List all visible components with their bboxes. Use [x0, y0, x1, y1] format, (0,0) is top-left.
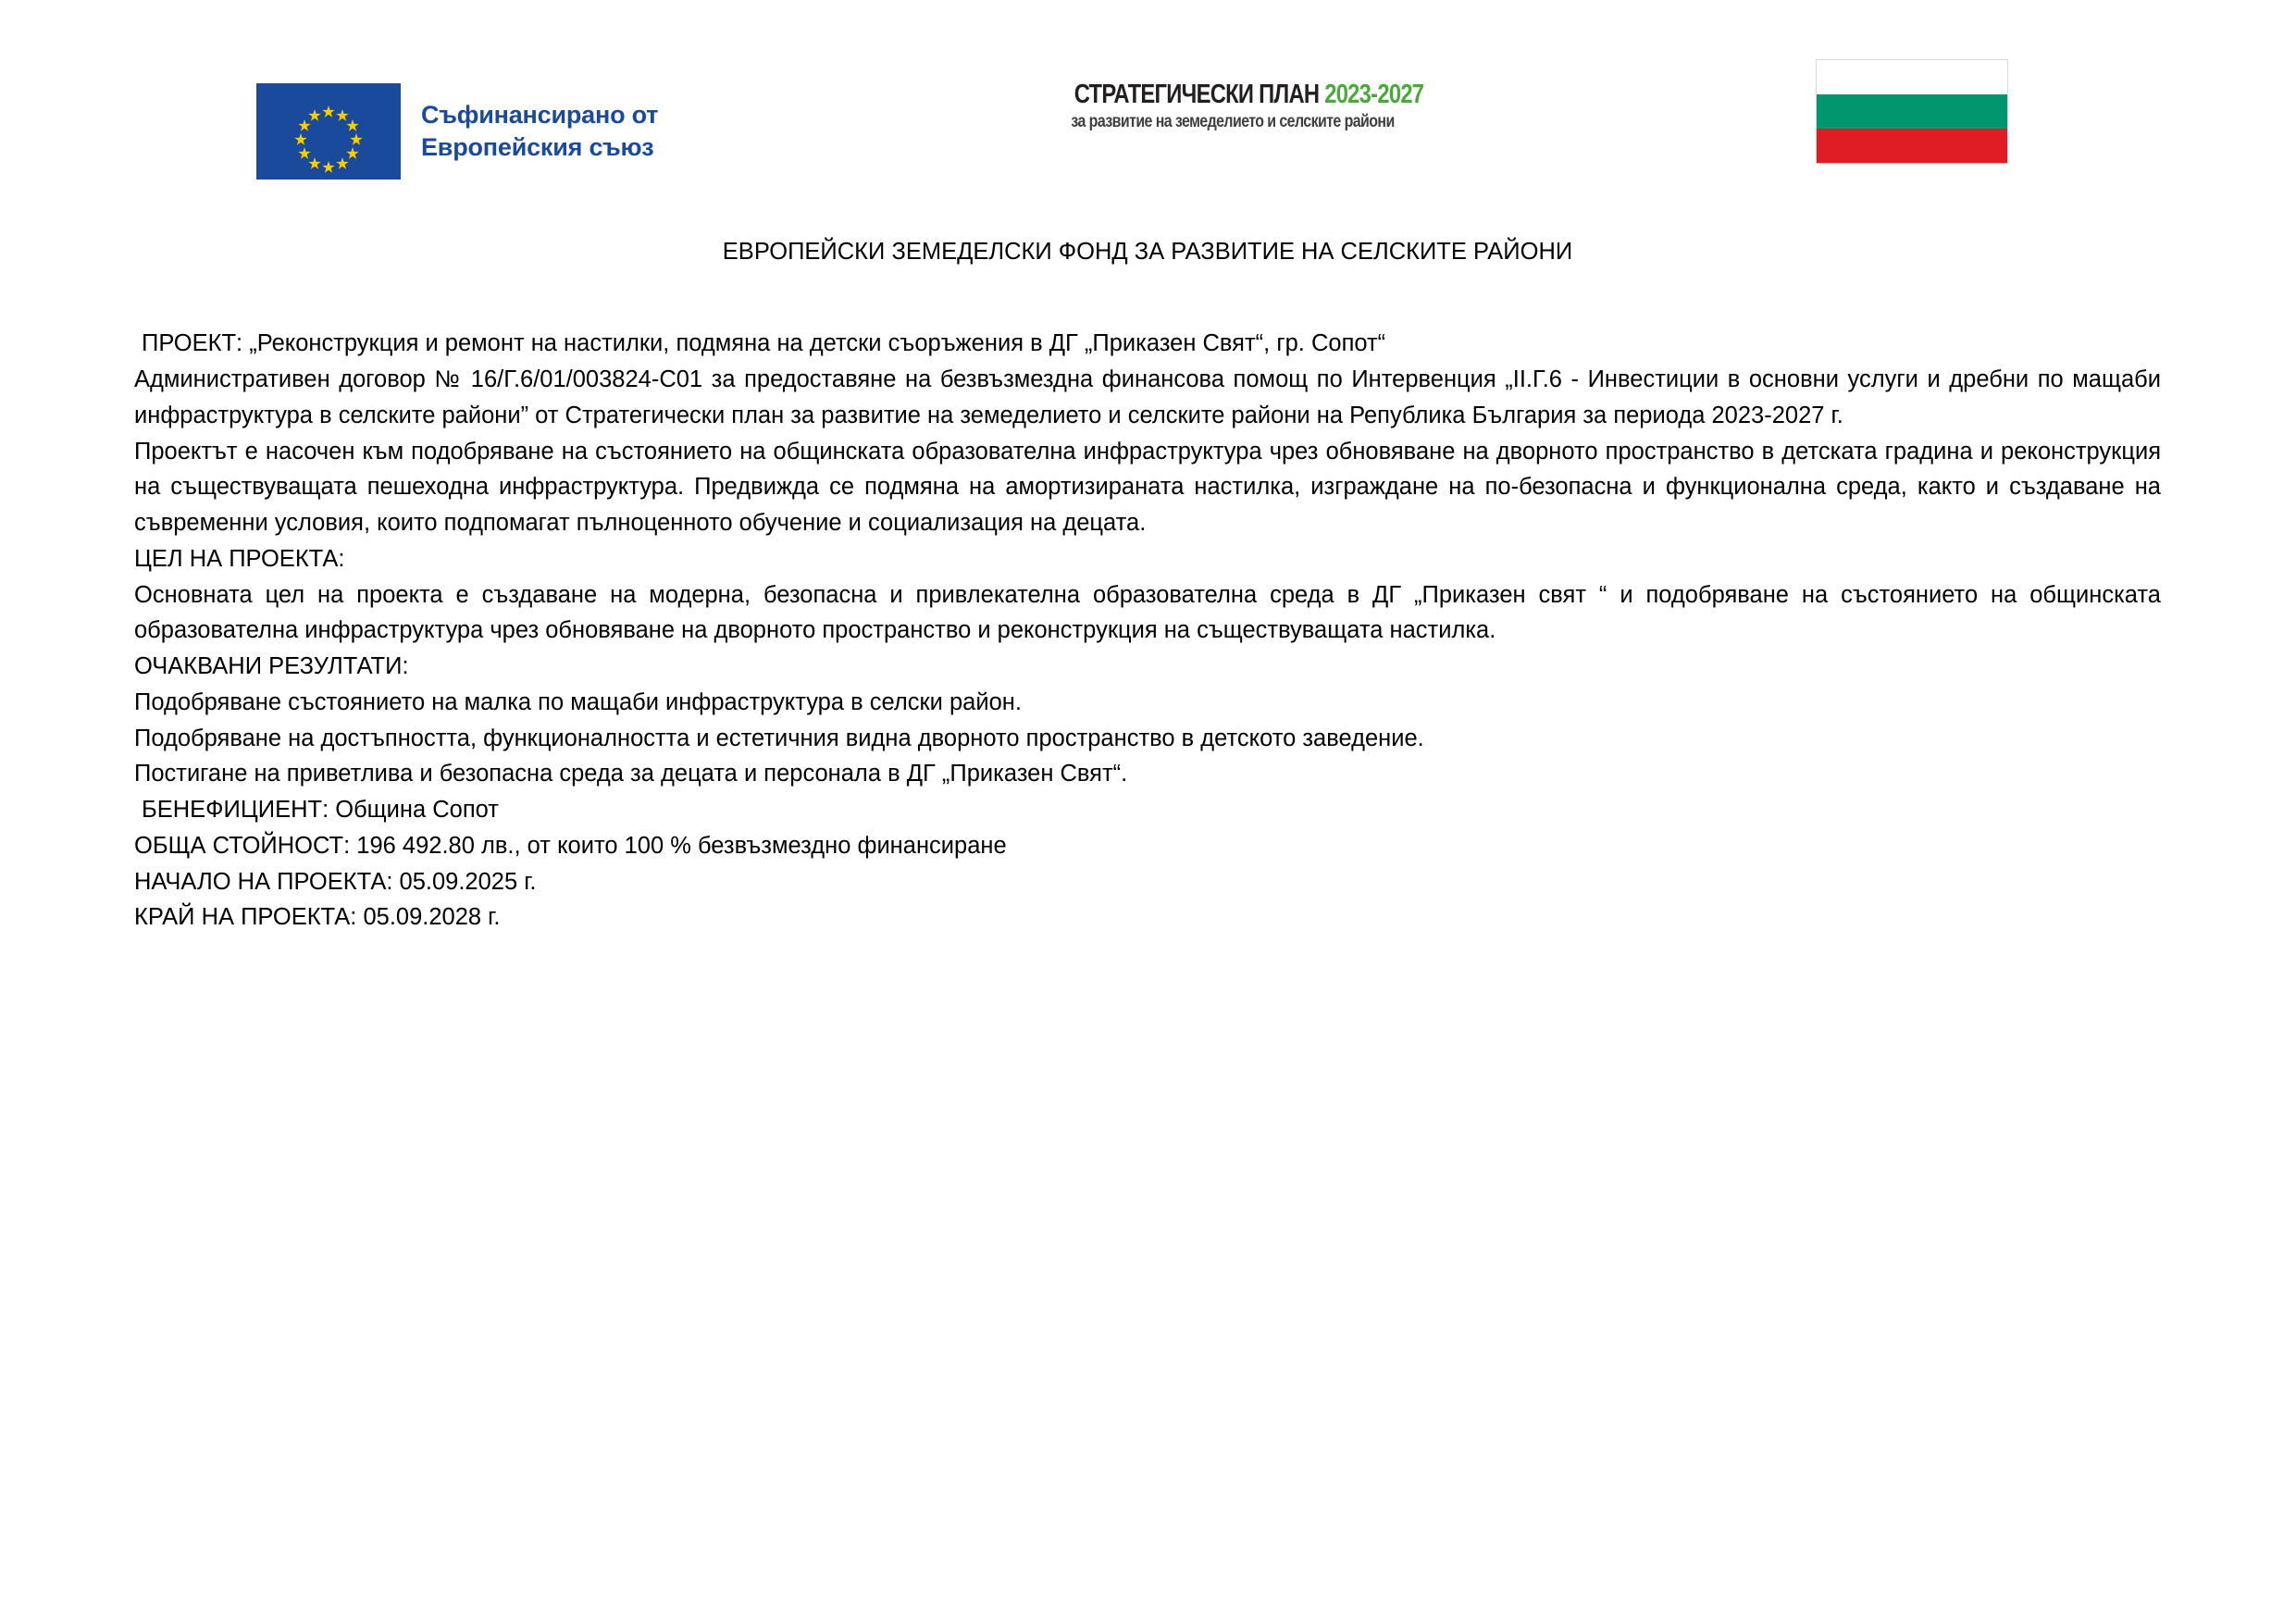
strategic-plan-title-text: СТРАТЕГИЧЕСКИ ПЛАН	[1074, 80, 1320, 109]
result-item-1: Подобряване състоянието на малка по мащаби инфраструктура в селски район.	[134, 688, 1022, 715]
beneficiary-line: БЕНЕФИЦИЕНТ: Община Сопот	[142, 797, 499, 824]
eu-flag-icon	[256, 83, 401, 180]
eu-cofunded-line1: Съфинансирано от	[421, 101, 659, 130]
description-paragraph: Проектът е насочен към подобряване на състоянието на общинската образователна инфраструктура чрез обновяване на дворното пространство в детската градина и реконструкция на съществуващата пешеходна инфраструктура. Предвижда се подмяна на амортизираната настилка, изграждане на по-безопасна и функционална среда, както и създаване на съвременни условия, които подпомагат пълноценното обучение и социализация на децата.	[134, 438, 2161, 537]
strategic-plan-title	[1074, 80, 1424, 109]
header-logo-strip	[0, 0, 2296, 199]
eu-cofunded-label	[421, 99, 658, 163]
bulgaria-flag-icon	[1816, 59, 2008, 164]
goal-heading: ЦЕЛ НА ПРОЕКТА:	[134, 545, 345, 572]
result-item-2: Подобряване на достъпността, функционалността и естетичния видна дворното пространство в детското заведение.	[134, 725, 1424, 751]
project-start-line: НАЧАЛО НА ПРОЕКТА: 05.09.2025 г.	[134, 868, 537, 895]
flag-band-red	[1817, 129, 2007, 163]
flag-band-white	[1817, 60, 2007, 94]
results-heading: ОЧАКВАНИ РЕЗУЛТАТИ:	[134, 653, 409, 680]
total-cost-line: ОБЩА СТОЙНОСТ: 196 492.80 лв., от които 100 % безвъзмездно финансиране	[134, 832, 1007, 859]
result-item-3: Постигане на приветлива и безопасна среда за децата и персонала в ДГ „Приказен Свят“.	[134, 761, 1128, 787]
project-title-line: ПРОЕКТ: „Реконструкция и ремонт на настилки, подмяна на детски съоръжения в ДГ „Приказен Свят“, гр. Сопот“	[142, 330, 1386, 357]
contract-paragraph: Административен договор № 16/Г.6/01/003824-С01 за предоставяне на безвъзмездна финансова помощ по Интервенция „II.Г.6 - Инвестиции в основни услуги и дребни по мащаби инфраструктура в селските райони” от Стратегически план за развитие на земеделието и селските райони на Република България за периода 2023-2027 г.	[134, 366, 2161, 428]
fund-title: ЕВРОПЕЙСКИ ЗЕМЕДЕЛСКИ ФОНД ЗА РАЗВИТИЕ НА СЕЛСКИТЕ РАЙОНИ	[722, 239, 1573, 265]
document-body	[134, 236, 2161, 936]
eu-cofunded-logo	[256, 83, 658, 180]
strategic-plan-years: 2023-2027	[1324, 80, 1424, 109]
strategic-plan-logo	[1047, 80, 1424, 131]
goal-paragraph: Основната цел на проекта е създаване на модерна, безопасна и привлекателна образователна среда в ДГ „Приказен свят “ и подобряване на състоянието на общинската образователна инфраструктура чрез обновяване на дворното пространство и реконструкция на съществуващата настилка.	[134, 581, 2161, 644]
flag-band-green	[1817, 94, 2007, 129]
project-end-line: КРАЙ НА ПРОЕКТА: 05.09.2028 г.	[134, 904, 501, 931]
strategic-plan-subtitle: за развитие на земеделието и селските райони	[1071, 112, 1395, 131]
eu-cofunded-line2: Европейския съюз	[421, 133, 654, 161]
